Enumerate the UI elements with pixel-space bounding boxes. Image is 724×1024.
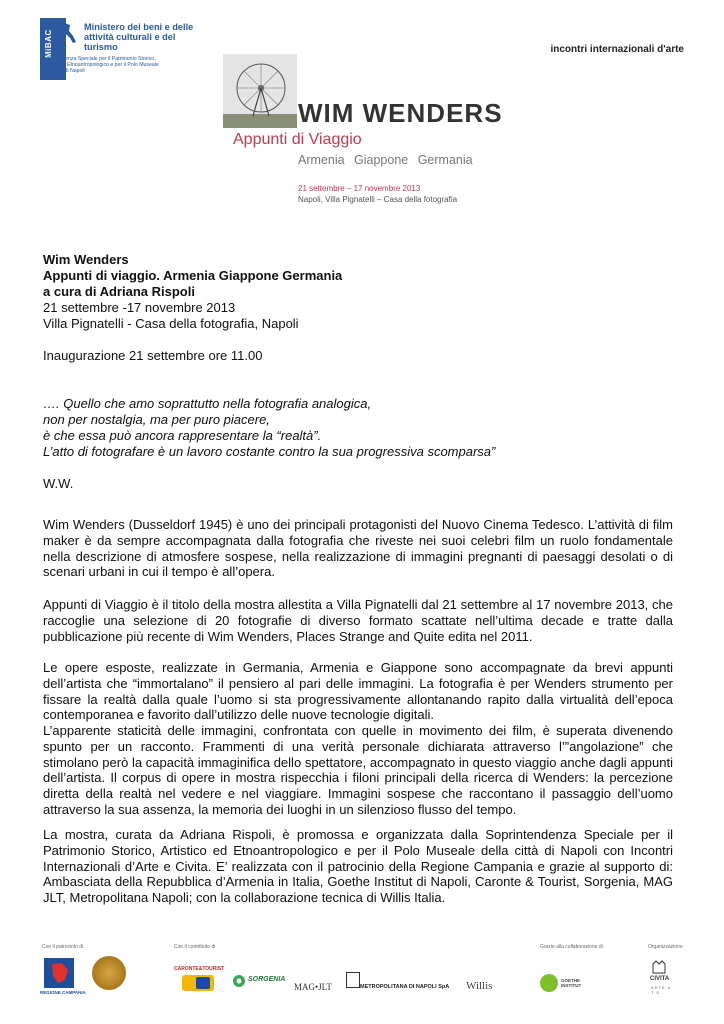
goethe-text: GOETHE INSTITUT — [561, 978, 582, 988]
quote-line-4: L’atto di fotografare è un lavoro costante contro la sua progressiva scomparsa” — [43, 444, 496, 459]
poster-venue: Napoli, Villa Pignatelli – Casa della fotografia — [298, 195, 458, 204]
footer-label-patrocinio: Con il patrocinio di — [42, 944, 84, 950]
quote-line-3: è che essa può ancora rappresentare la “realtà”. — [43, 428, 322, 443]
quote-signature: W.W. — [43, 476, 74, 491]
paragraph-2: Appunti di Viaggio è il titolo della mostra allestita a Villa Pignatelli dal 21 settembre al 17 novembre 2013, che raccoglie una selezione di 20 fotografie di diverso formato scattate nell’ultima decade e tratte dalla pubblicazione più recente di Wim Wenders, Places Strange and Quite edita nel 2011. — [43, 597, 673, 644]
quote-line-2: non per nostalgia, ma per puro piacere, — [43, 412, 270, 427]
magjlt-text: MAG•JLT — [294, 982, 332, 992]
intro-dates: 21 settembre -17 novembre 2013 — [43, 300, 236, 315]
regione-campania-logo — [44, 958, 74, 988]
mibac-logo-text: MiBAC — [44, 29, 53, 58]
quote-line-1: …. Quello che amo soprattutto nella fotografia analogica, — [43, 396, 372, 411]
incontri-logo-text: incontri internazionali d'arte — [550, 44, 684, 55]
willis-text: Willis — [466, 980, 493, 992]
italy-map-icon — [60, 22, 78, 48]
footer-label-organizzazione: Organizzazione — [648, 944, 683, 950]
metro-text: METROPOLITANA DI NAPOLI SpA — [360, 984, 450, 990]
poster-dates: 21 settembre – 17 novembre 2013 — [298, 184, 421, 193]
footer-label-contributo: Con il contributo di — [174, 944, 216, 950]
ferris-wheel-photo — [223, 54, 297, 128]
intro-curator: a cura di Adriana Rispoli — [43, 284, 195, 299]
paragraph-5: La mostra, curata da Adriana Rispoli, è promossa e organizzata dalla Soprintendenza Speciale per il Patrimonio Storico, Artistico ed Etnoantropologico e per il Polo Museale della città di Napoli con Incontri Internazionali d’Arte e Civita. E’ realizzata con il patrocinio della Regione Campania e grazie al supporto di: Ambasciata della Repubblica d’Armenia in Italia, Goethe Institut di Napoli, Caronte & Tourist, Sorgenia, MAG JLT, Metropolitana Napoli; con la collaborazione tecnica di Willis Italia. — [43, 827, 673, 906]
regione-campania-text: REGIONE CAMPANIA — [40, 990, 86, 995]
goethe-logo — [540, 974, 558, 992]
caronte-text: CARONTE&TOURIST — [174, 966, 225, 972]
civita-text: CIVITA — [650, 976, 670, 982]
poster-countries: Armenia Giappone Germania — [298, 153, 473, 167]
caronte-logo — [182, 975, 214, 991]
metro-icon — [346, 972, 360, 988]
civita-icon — [652, 958, 666, 974]
paragraph-4: L’apparente staticità delle immagini, confrontata con quelle in movimento dei film, è superata divenendo spunto per un racconto. Frammenti di una verità personale dichiarata attraverso l’”angolazione” che stimolano però la capacità immaginifica dello spettatore, accompagnato in questo viaggio anche dagli appunti dell’artista. Il corpus di opere in mostra rispecchia i filoni principali della ricerca di Wenders: la percezione diretta della realtà nel vedere e nel viaggiare. Immagini sospese che raccontano il passaggio dell’uomo attraverso la sua assenza, la memoria dei luoghi in un silenzioso flusso del tempo. — [43, 723, 673, 817]
ministry-name: Ministero dei beni e delle attività culturali e del turismo — [84, 22, 194, 52]
ferris-wheel-icon — [223, 54, 297, 128]
footer-label-collaborazione: Grazie alla collaborazione di — [540, 944, 603, 950]
campania-map-icon — [44, 958, 74, 988]
sorgenia-text: SORGENIA — [248, 976, 286, 983]
intro-venue: Villa Pignatelli - Casa della fotografia, Napoli — [43, 316, 299, 331]
intro-artist: Wim Wenders — [43, 252, 129, 267]
intro-title: Appunti di viaggio. Armenia Giappone Germania — [43, 268, 343, 283]
paragraph-3: Le opere esposte, realizzate in Germania, Armenia e Giappone sono accompagnate da brevi appunti dell’artista che “immortalano” il pensiero al pari delle immagini. La fotografia è per Wenders strumento per fissare la realtà dalla quale l’uomo si sta progressivamente allontanando rapito dalla virtualità dell’epoca contemporanea e favorito dall’utilizzo delle nuove tecnologie digitali. — [43, 660, 673, 723]
inauguration: Inaugurazione 21 settembre ore 11.00 — [43, 348, 263, 363]
sorgenia-icon — [232, 974, 246, 988]
ministry-sub: Soprintendenza Speciale per il Patrimonio Storico, Artistico ed Etnoantropologico e per il Polo Museale della Città di Napoli — [40, 56, 159, 74]
paragraph-1: Wim Wenders (Dusseldorf 1945) è uno dei principali protagonisti del Nuovo Cinema Tedesco. L’attività di film maker è da sempre accompagnata dalla fotografia che riveste nei suoi celebri film un ruolo fondamentale nella descrizione di atmosfere sospese, nella realizzazione di immagini pregnanti di paesaggi desolati o di scenari urbani in cui il tempo è all’opera. — [43, 517, 673, 580]
poster-title: WIM WENDERS — [298, 98, 503, 128]
poster-subtitle: Appunti di Viaggio — [233, 131, 362, 148]
civita-sub-text: ARTE A T E — [651, 985, 671, 995]
armenia-emblem-logo — [92, 956, 126, 990]
